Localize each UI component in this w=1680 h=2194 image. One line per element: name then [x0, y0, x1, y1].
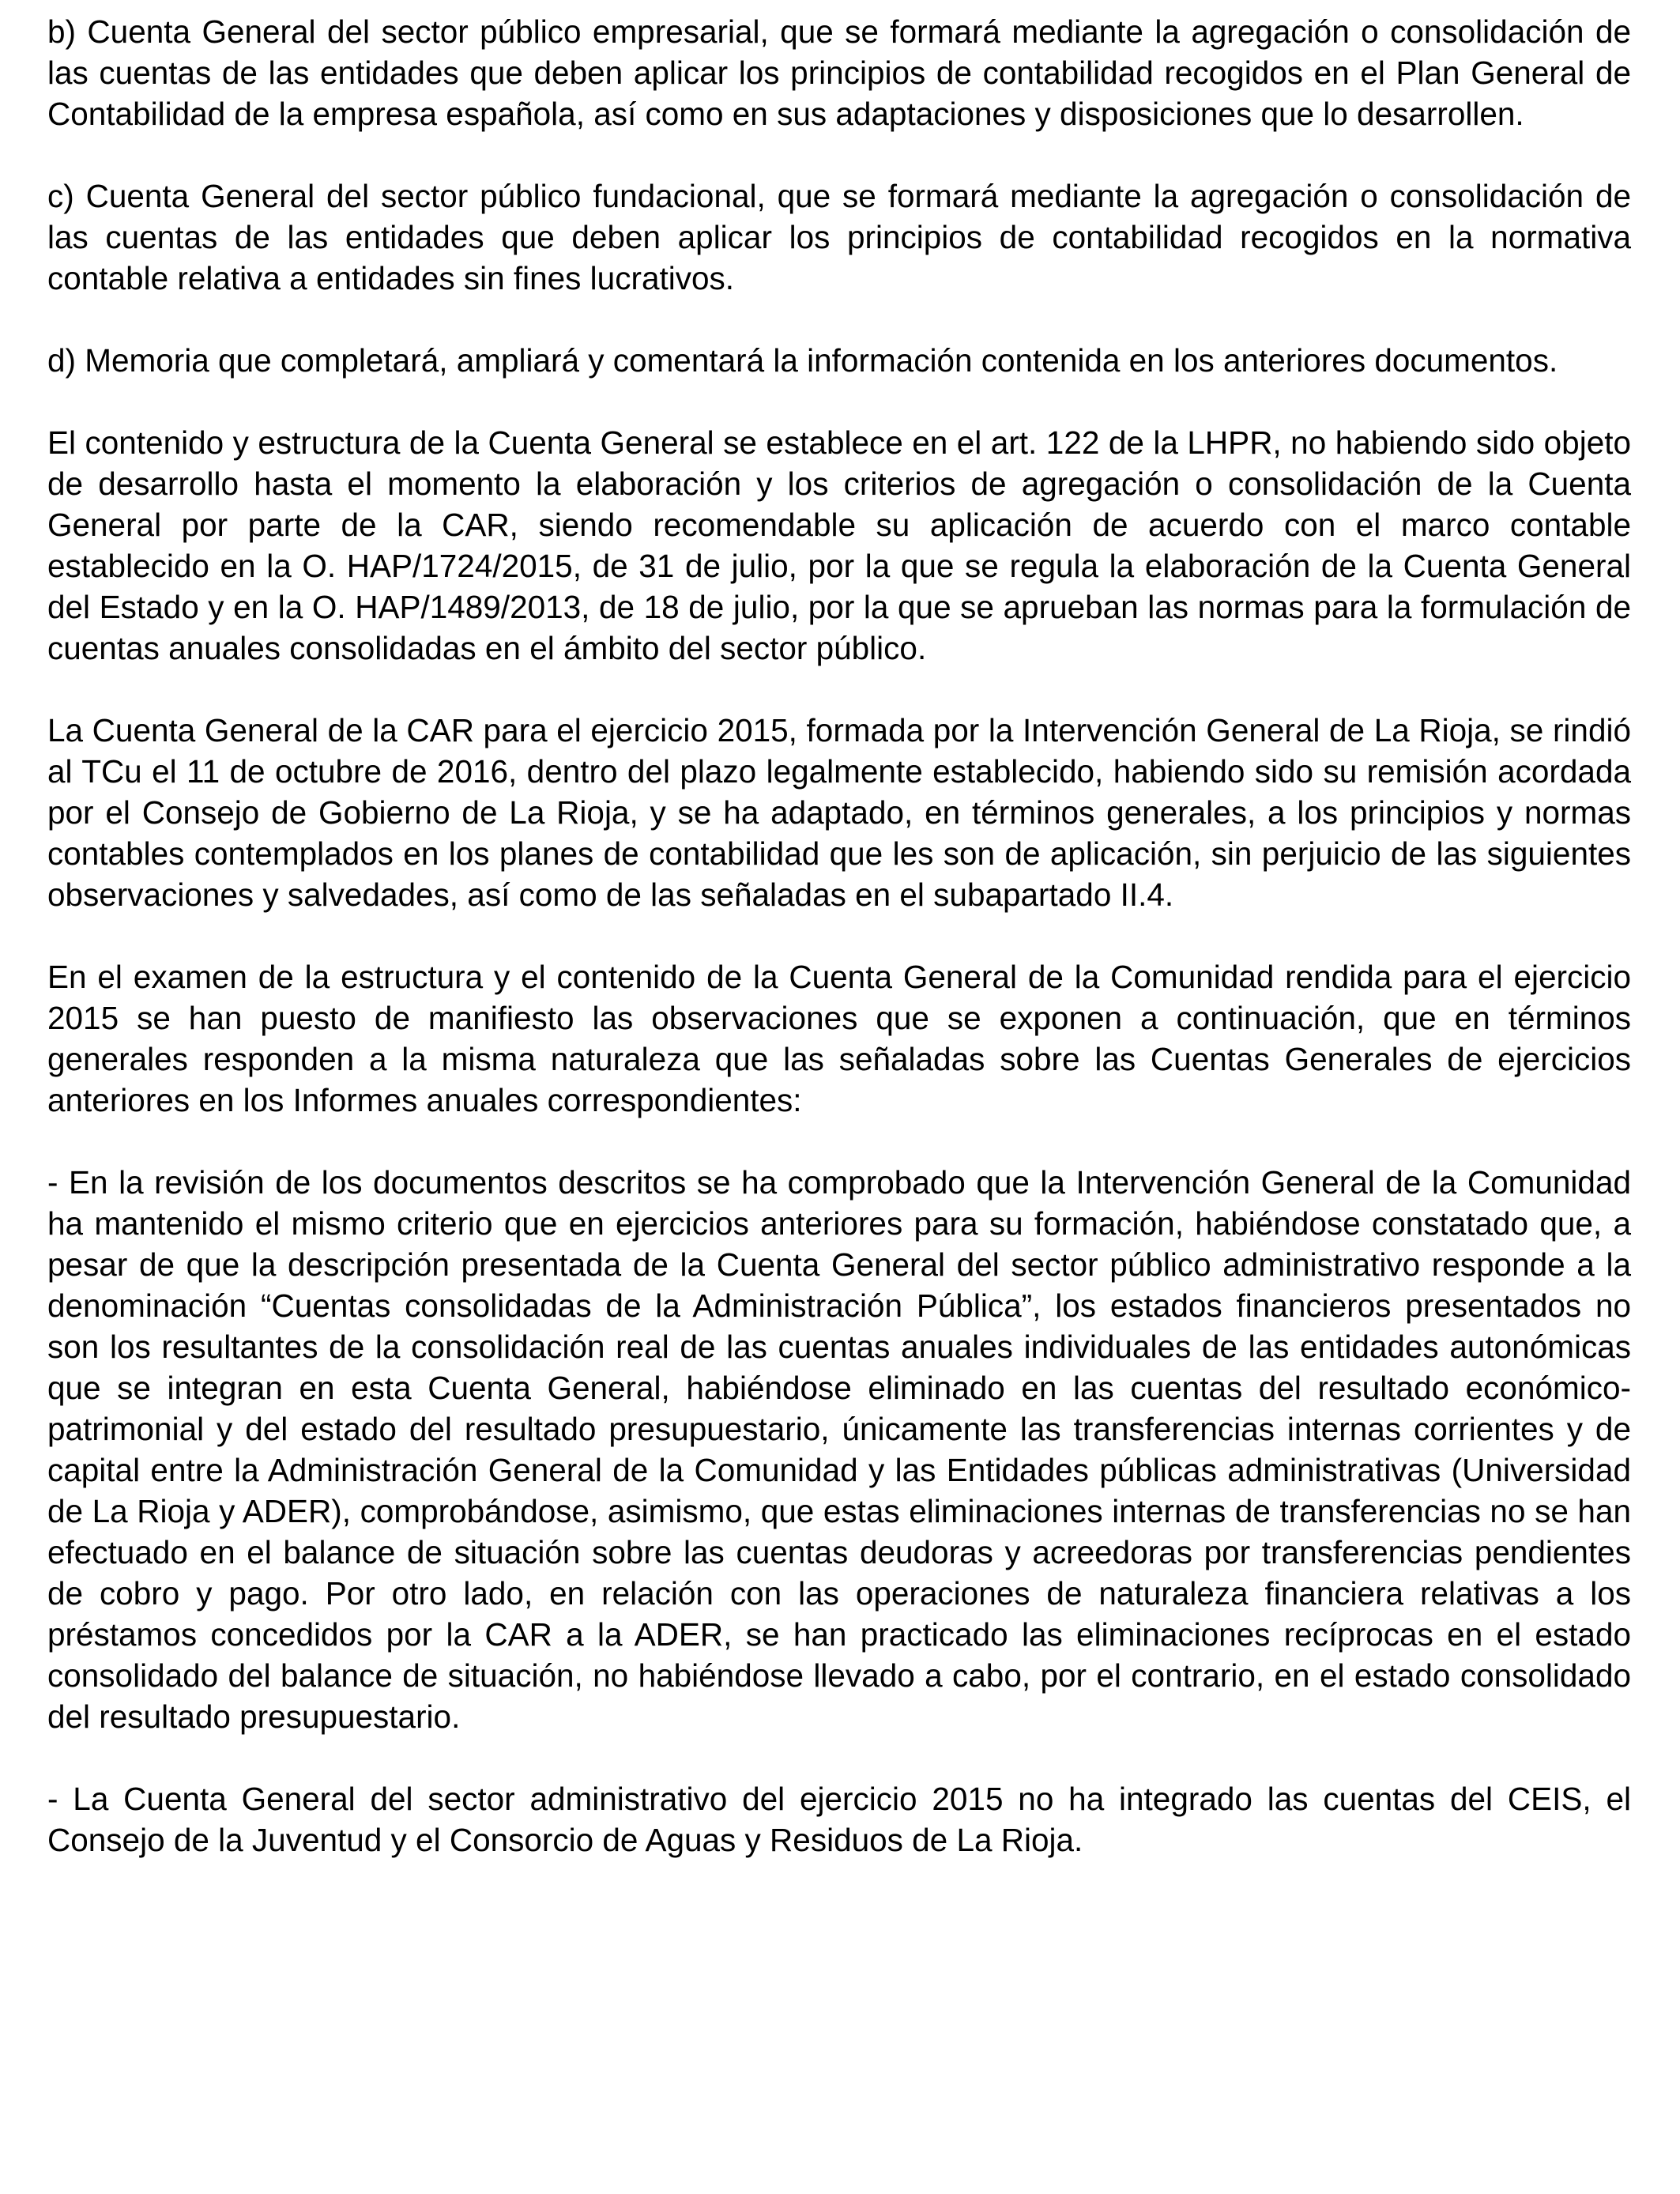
- paragraph-cuenta-general-car-2015: La Cuenta General de la CAR para el ejercicio 2015, formada por la Intervención General de La Rioja, se rindió al TCu el 11 de octubre de 2016, dentro del plazo legalmente establecido, habiendo sido su remisión acordada por el Consejo de Gobierno de La Rioja, y se ha adaptado, en términos generales, a los principios y normas contables contemplados en los planes de contabilidad que les son de aplicación, sin perjuicio de las siguientes observaciones y salvedades, así como de las señaladas en el subapartado II.4.: [47, 712, 1631, 913]
- paragraph-contenido-estructura: El contenido y estructura de la Cuenta General se establece en el art. 122 de la LHPR, no habiendo sido objeto de desarrollo hasta el momento la elaboración y los criterios de agregación o consolidación de la Cuenta General por parte de la CAR, siendo recomendable su aplicación de acuerdo con el marco contable establecido en la O. HAP/1724/2015, de 31 de julio, por la que se regula la elaboración de la Cuenta General del Estado y en la O. HAP/1489/2013, de 18 de julio, por la que se aprueban las normas para la formulación de cuentas anuales consolidadas en el ámbito del sector público.: [47, 424, 1631, 666]
- paragraph-sector-administrativo: - La Cuenta General del sector administrativo del ejercicio 2015 no ha integrado las cuentas del CEIS, el Consejo de la Juventud y el Consorcio de Aguas y Residuos de La Rioja.: [47, 1781, 1631, 1858]
- paragraph-c-cuenta-general-fundacional: c) Cuenta General del sector público fundacional, que se formará mediante la agregación o consolidación de las cuentas de las entidades que deben aplicar los principios de contabilidad recogidos en la normativa contable relativa a entidades sin fines lucrativos.: [47, 178, 1631, 296]
- paragraph-b-cuenta-general-empresarial: b) Cuenta General del sector público empresarial, que se formará mediante la agregación o consolidación de las cuentas de las entidades que deben aplicar los principios de contabilidad recogidos en el Plan General de Contabilidad de la empresa española, así como en sus adaptaciones y disposiciones que lo desarrollen.: [47, 13, 1631, 132]
- paragraph-revision-documentos: - En la revisión de los documentos descritos se ha comprobado que la Intervención General de la Comunidad ha mantenido el mismo criterio que en ejercicios anteriores para su formación, habiéndose constatado que, a pesar de que la descripción presentada de la Cuenta General del sector público administrativo responde a la denominación “Cuentas consolidadas de la Administración Pública”, los estados financieros presentados no son los resultantes de la consolidación real de las cuentas anuales individuales de las entidades autonómicas que se integran en esta Cuenta General, habiéndose eliminado en las cuentas del resultado económico-patrimonial y del estado del resultado presupuestario, únicamente las transferencias internas corrientes y de capital entre la Administración General de la Comunidad y las Entidades públicas administrativas (Universidad de La Rioja y ADER), comprobándose, asimismo, que estas eliminaciones internas de transferencias no se han efectuado en el balance de situación sobre las cuentas deudoras y acreedoras por transferencias pendientes de cobro y pago. Por otro lado, en relación con las operaciones de naturaleza financiera relativas a los préstamos concedidos por la CAR a la ADER, se han practicado las eliminaciones recíprocas en el estado consolidado del balance de situación, no habiéndose llevado a cabo, por el contrario, en el estado consolidado del resultado presupuestario.: [47, 1164, 1631, 1735]
- document-page: [47, 11, 1631, 1860]
- paragraph-d-memoria: d) Memoria que completará, ampliará y comentará la información contenida en los anteriores documentos.: [47, 342, 1558, 379]
- paragraph-examen-estructura: En el examen de la estructura y el contenido de la Cuenta General de la Comunidad rendida para el ejercicio 2015 se han puesto de manifiesto las observaciones que se exponen a continuación, que en términos generales responden a la misma naturaleza que las señaladas sobre las Cuentas Generales de ejercicios anteriores en los Informes anuales correspondientes:: [47, 959, 1631, 1118]
